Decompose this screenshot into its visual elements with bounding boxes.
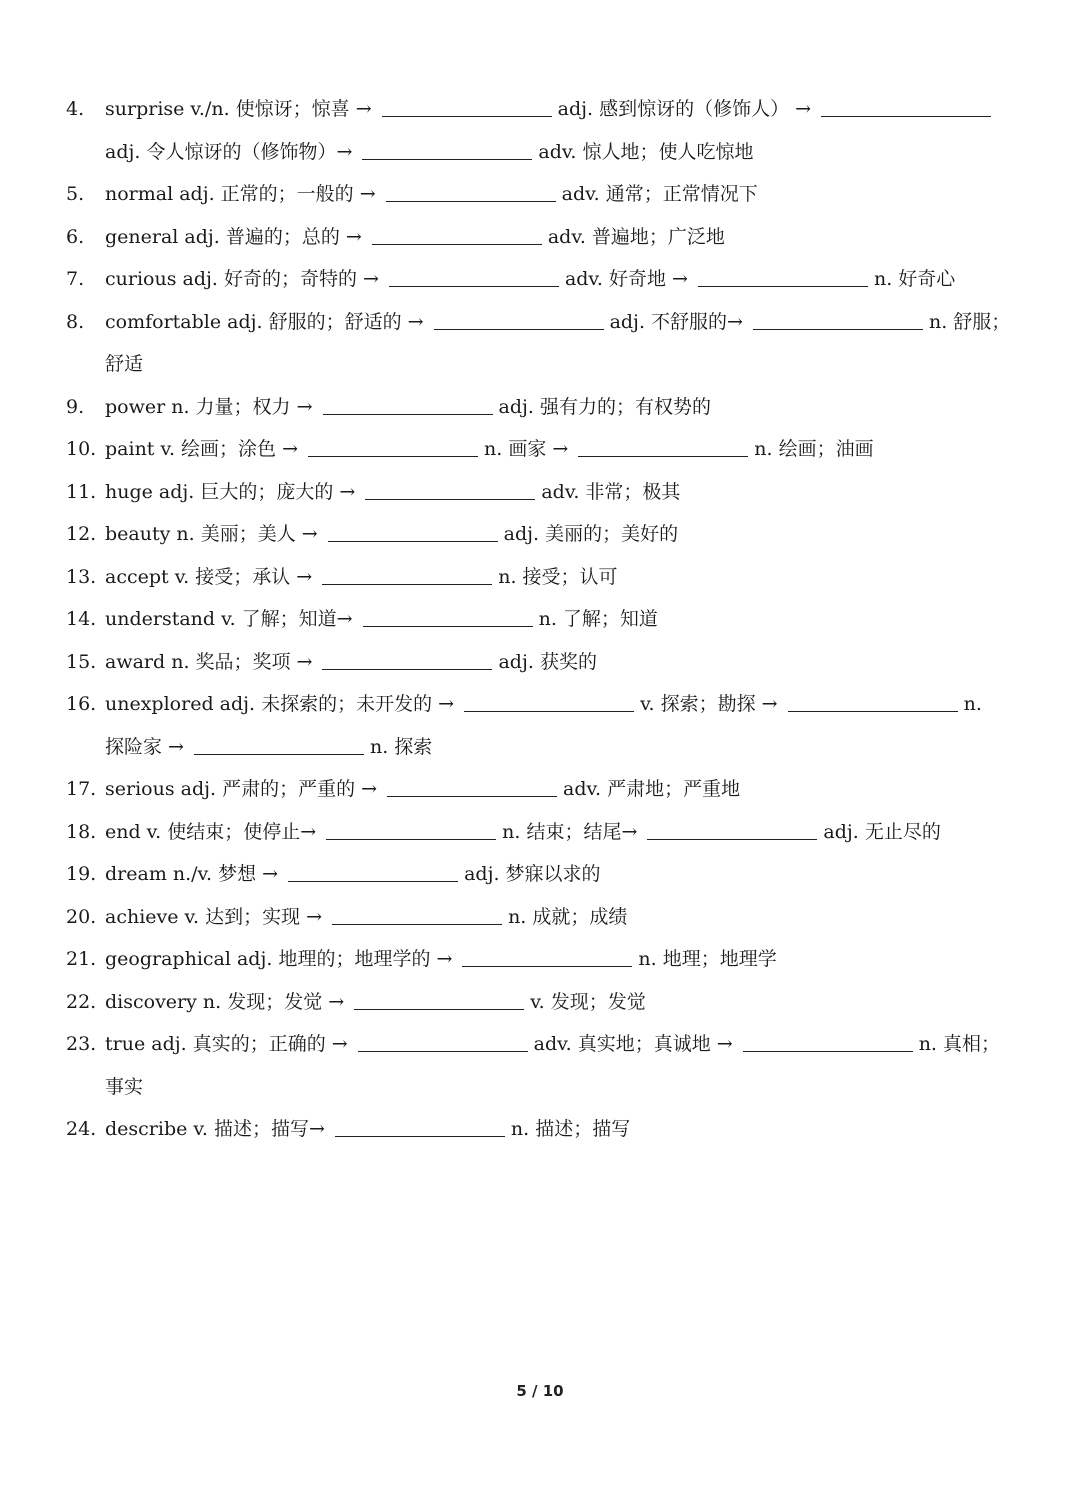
answer-blank[interactable] bbox=[788, 710, 958, 712]
entry-number: 17. bbox=[66, 778, 97, 800]
entry-text: power n. 力量；权力 → bbox=[105, 395, 313, 418]
entry-number: 22. bbox=[66, 990, 97, 1013]
answer-blank[interactable] bbox=[389, 285, 559, 287]
entry-line bbox=[0, 173, 1080, 216]
entry-text: n. 真相； bbox=[918, 1033, 1001, 1055]
entry-text: adj. 强有力的；有权势的 bbox=[498, 395, 711, 418]
answer-blank[interactable] bbox=[358, 1050, 528, 1052]
answer-blank[interactable] bbox=[363, 625, 533, 627]
entry-text: accept v. 接受；承认 → bbox=[105, 565, 313, 588]
answer-blank[interactable] bbox=[578, 455, 748, 457]
entry-text: adv. 惊人地；使人吃惊地 bbox=[538, 140, 754, 163]
entry-line bbox=[0, 216, 1080, 259]
entry-text: 舒适 bbox=[105, 353, 144, 375]
entry-text: adv. 非常；极其 bbox=[541, 480, 681, 503]
answer-blank[interactable] bbox=[647, 838, 817, 840]
entry-continuation-line bbox=[0, 726, 1080, 769]
entry-text: adj. 无止尽的 bbox=[823, 820, 941, 843]
entry-number: 7. bbox=[66, 268, 85, 290]
answer-blank[interactable] bbox=[387, 795, 557, 797]
answer-blank[interactable] bbox=[434, 328, 604, 330]
entry-text: adv. 通常；正常情况下 bbox=[561, 183, 758, 205]
entry-continuation-line bbox=[0, 1066, 1080, 1109]
entry-line bbox=[0, 853, 1080, 896]
entry-line bbox=[0, 768, 1080, 811]
entry-line bbox=[0, 258, 1080, 301]
entry-line bbox=[0, 88, 1080, 131]
entry-line bbox=[0, 641, 1080, 684]
entry-text: adv. 严肃地；严重地 bbox=[563, 778, 741, 800]
entry-line bbox=[0, 1108, 1080, 1151]
entry-text: n. 探索 bbox=[369, 735, 433, 758]
entry-line bbox=[0, 896, 1080, 939]
entry-text: describe v. 描述；描写→ bbox=[105, 1118, 325, 1140]
page-number: 5 / 10 bbox=[516, 1382, 564, 1400]
entry-text: n. 描述；描写 bbox=[510, 1118, 631, 1140]
entry-line bbox=[0, 981, 1080, 1024]
entry-number: 15. bbox=[66, 650, 97, 673]
entry-text: unexplored adj. 未探索的；未开发的 → bbox=[105, 693, 455, 715]
entry-text: curious adj. 好奇的；奇特的 → bbox=[105, 268, 379, 290]
entry-line bbox=[0, 683, 1080, 726]
entry-text: n. 了解；知道 bbox=[538, 608, 658, 630]
entry-text: n. 成就；成绩 bbox=[508, 905, 628, 928]
entry-text: adv. 真实地；真诚地 → bbox=[533, 1033, 733, 1055]
vocabulary-list bbox=[0, 88, 1080, 1151]
entry-number: 6. bbox=[66, 225, 85, 248]
answer-blank[interactable] bbox=[194, 753, 364, 755]
entry-number: 19. bbox=[66, 863, 97, 885]
answer-blank[interactable] bbox=[821, 115, 991, 117]
entry-text: normal adj. 正常的；一般的 → bbox=[105, 183, 376, 205]
entry-text: paint v. 绘画；涂色 → bbox=[105, 438, 298, 460]
entry-text: general adj. 普遍的；总的 → bbox=[105, 225, 362, 248]
entry-text: adj. 梦寐以求的 bbox=[464, 863, 601, 885]
entry-text: adv. 普遍地；广泛地 bbox=[547, 225, 725, 248]
entry-number: 9. bbox=[66, 395, 85, 418]
answer-blank[interactable] bbox=[288, 880, 458, 882]
entry-text: adv. 好奇地 → bbox=[564, 268, 688, 290]
entry-text: n. 画家 → bbox=[484, 438, 569, 460]
answer-blank[interactable] bbox=[326, 838, 496, 840]
answer-blank[interactable] bbox=[372, 243, 542, 245]
entry-number: 8. bbox=[66, 310, 85, 333]
entry-text: beauty n. 美丽；美人 → bbox=[105, 523, 318, 545]
entry-text: adj. 不舒服的→ bbox=[609, 310, 743, 333]
entry-text: discovery n. 发现；发觉 → bbox=[105, 990, 345, 1013]
entry-number: 20. bbox=[66, 905, 97, 928]
entry-continuation-line bbox=[0, 343, 1080, 386]
answer-blank[interactable] bbox=[335, 1135, 505, 1137]
answer-blank[interactable] bbox=[362, 158, 532, 160]
entry-number: 11. bbox=[66, 480, 97, 503]
entry-number: 23. bbox=[66, 1033, 97, 1055]
entry-text: adj. 美丽的；美好的 bbox=[503, 523, 679, 545]
answer-blank[interactable] bbox=[464, 710, 634, 712]
entry-number: 4. bbox=[66, 98, 85, 120]
entry-number: 14. bbox=[66, 608, 97, 630]
entry-number: 13. bbox=[66, 565, 97, 588]
entry-number: 16. bbox=[66, 693, 97, 715]
entry-number: 21. bbox=[66, 948, 97, 970]
entry-text: n. 绘画；油画 bbox=[754, 438, 874, 460]
entry-text: dream n./v. 梦想 → bbox=[105, 863, 279, 885]
entry-text: geographical adj. 地理的；地理学的 → bbox=[105, 948, 453, 970]
answer-blank[interactable] bbox=[382, 115, 552, 117]
entry-text: v. 探索；勘探 → bbox=[640, 693, 778, 715]
entry-text: 探险家 → bbox=[105, 735, 184, 758]
answer-blank[interactable] bbox=[328, 540, 498, 542]
answer-blank[interactable] bbox=[322, 668, 492, 670]
entry-text: huge adj. 巨大的；庞大的 → bbox=[105, 480, 356, 503]
entry-line bbox=[0, 301, 1080, 344]
entry-line bbox=[0, 598, 1080, 641]
entry-text: surprise v./n. 使惊讶；惊喜 → bbox=[105, 98, 372, 120]
entry-text: end v. 使结束；使停止→ bbox=[105, 820, 317, 843]
entry-number: 5. bbox=[66, 183, 85, 205]
entry-text: comfortable adj. 舒服的；舒适的 → bbox=[105, 310, 424, 333]
entry-number: 12. bbox=[66, 523, 97, 545]
answer-blank[interactable] bbox=[743, 1050, 913, 1052]
answer-blank[interactable] bbox=[698, 285, 868, 287]
answer-blank[interactable] bbox=[323, 413, 493, 415]
entry-text: n. 地理；地理学 bbox=[638, 948, 777, 970]
entry-line bbox=[0, 1023, 1080, 1066]
entry-line bbox=[0, 556, 1080, 599]
entry-text: adj. 令人惊讶的（修饰物）→ bbox=[105, 140, 353, 163]
entry-continuation-line bbox=[0, 131, 1080, 174]
entry-text: n. 舒服； bbox=[928, 310, 1011, 333]
answer-blank[interactable] bbox=[462, 965, 632, 967]
entry-text: understand v. 了解；知道→ bbox=[105, 608, 353, 630]
answer-blank[interactable] bbox=[322, 583, 492, 585]
entry-number: 10. bbox=[66, 438, 97, 460]
entry-number: 24. bbox=[66, 1118, 97, 1140]
answer-blank[interactable] bbox=[354, 1008, 524, 1010]
entry-line bbox=[0, 513, 1080, 556]
entry-text: true adj. 真实的；正确的 → bbox=[105, 1033, 348, 1055]
entry-text: adj. 感到惊讶的（修饰人） → bbox=[557, 98, 812, 120]
entry-line bbox=[0, 811, 1080, 854]
entry-line bbox=[0, 938, 1080, 981]
answer-blank[interactable] bbox=[753, 328, 923, 330]
entry-text: 事实 bbox=[105, 1075, 144, 1098]
answer-blank[interactable] bbox=[308, 455, 478, 457]
answer-blank[interactable] bbox=[332, 923, 502, 925]
entry-text: n. bbox=[963, 693, 982, 715]
answer-blank[interactable] bbox=[386, 200, 556, 202]
entry-text: n. 结束；结尾→ bbox=[502, 820, 638, 843]
entry-text: award n. 奖品；奖项 → bbox=[105, 650, 313, 673]
entry-text: achieve v. 达到；实现 → bbox=[105, 905, 323, 928]
entry-line bbox=[0, 471, 1080, 514]
answer-blank[interactable] bbox=[365, 498, 535, 500]
entry-number: 18. bbox=[66, 820, 97, 843]
entry-line bbox=[0, 428, 1080, 471]
entry-line bbox=[0, 386, 1080, 429]
entry-text: serious adj. 严肃的；严重的 → bbox=[105, 778, 378, 800]
entry-text: adj. 获奖的 bbox=[498, 650, 597, 673]
entry-text: n. 接受；认可 bbox=[498, 565, 618, 588]
entry-text: v. 发现；发觉 bbox=[530, 990, 646, 1013]
entry-text: n. 好奇心 bbox=[873, 268, 956, 290]
